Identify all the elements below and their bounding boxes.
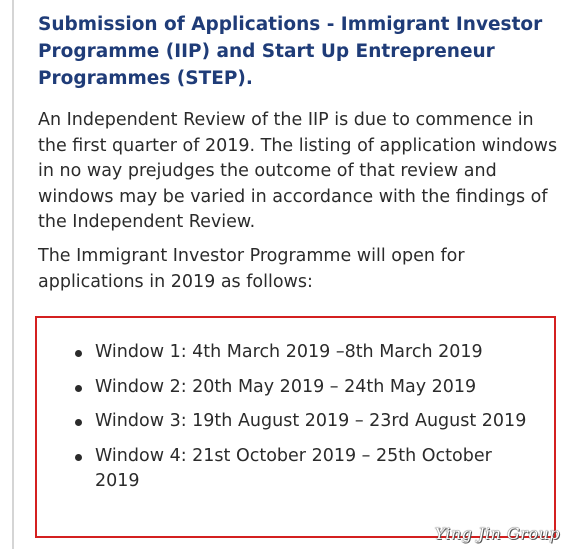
left-border-rule — [12, 0, 14, 549]
opening-paragraph: The Immigrant Investor Programme will open for applications in 2019 as follows: — [38, 246, 465, 292]
review-paragraph: An Independent Review of the IIP is due to commence in the first quarter of 2019. The listing of application windows in no way prejudges the outcome of that review and windows may be varied in accordance with the findings of the Independent Review. — [38, 110, 558, 232]
watermark-logo: Ying Jin Group — [434, 524, 560, 543]
bullet-icon — [75, 385, 82, 392]
window-4-item — [37, 444, 554, 495]
bullet-icon — [75, 350, 82, 357]
window-2-item — [37, 375, 554, 401]
application-windows-highlight-box — [35, 316, 556, 538]
application-windows-list — [37, 340, 554, 504]
window-3-item — [37, 409, 554, 435]
window-1-text: Window 1: 4th March 2019 –8th March 2019 — [95, 342, 483, 362]
window-1-item — [37, 340, 554, 366]
window-2-text: Window 2: 20th May 2019 – 24th May 2019 — [95, 376, 477, 397]
bullet-icon — [75, 419, 82, 426]
window-4-text: Window 4: 21st October 2019 – 25th October 2019 — [95, 445, 492, 491]
bullet-icon — [75, 454, 82, 461]
window-3-text: Window 3: 19th August 2019 – 23rd August 2019 — [95, 411, 527, 431]
section-heading: Submission of Applications - Immigrant Investor Programme (IIP) and Start Up Entrepreneur Programmes (STEP). — [38, 14, 543, 89]
